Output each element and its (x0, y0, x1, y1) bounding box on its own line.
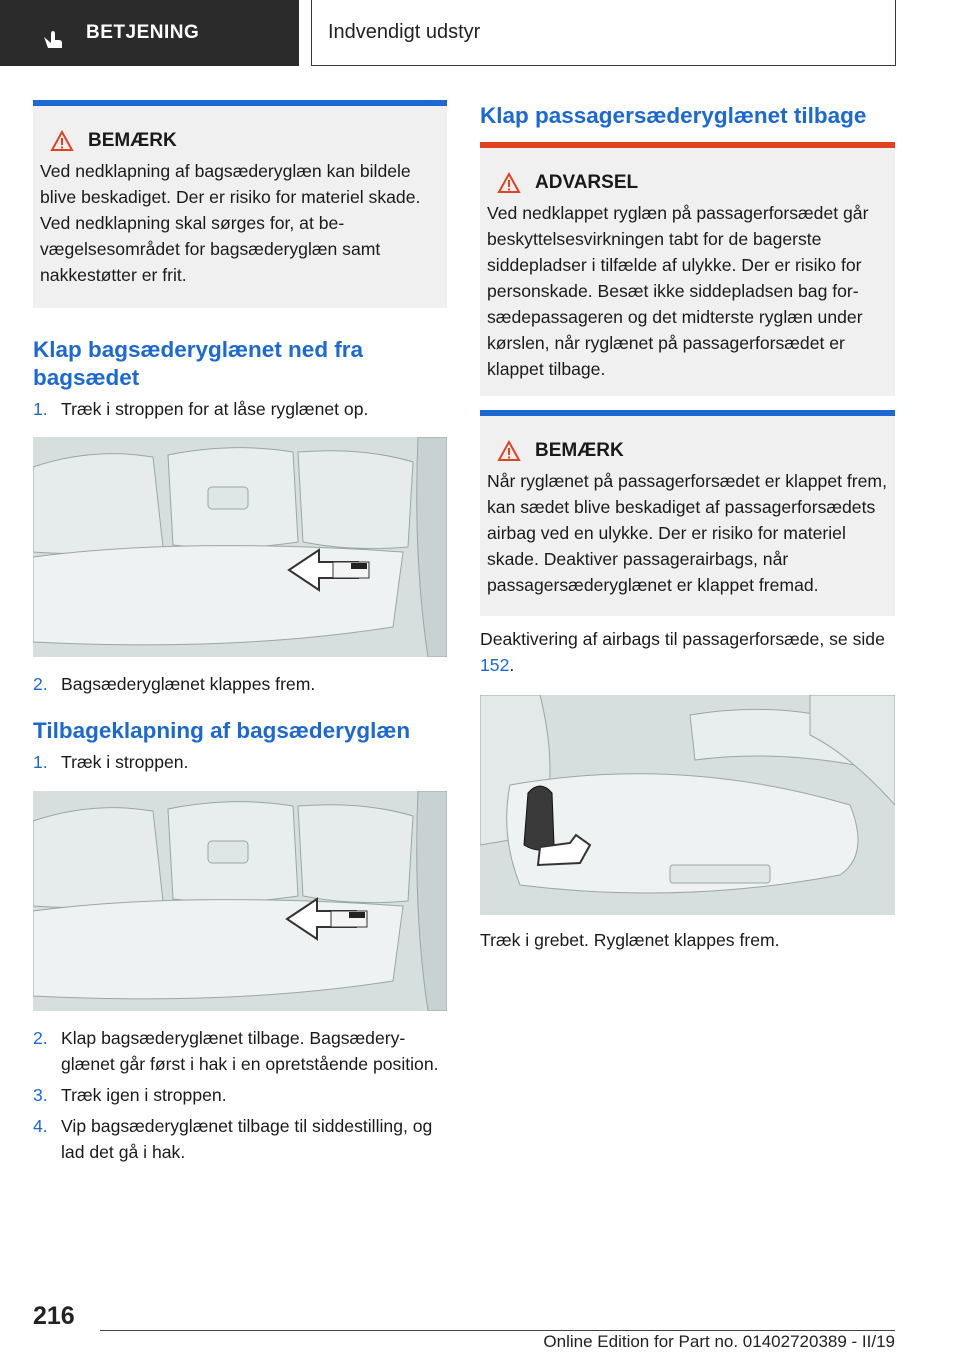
section-title: Indvendigt udstyr (311, 0, 896, 66)
figure-caption: Træk i grebet. Ryglænet klappes frem. (480, 930, 780, 950)
footer-divider (100, 1330, 895, 1331)
step-text: Træk i stroppen for at låse ryglænet op. (61, 399, 369, 419)
section-heading: Tilbageklapning af bagsæderyglæn (33, 718, 411, 743)
left-column (33, 100, 447, 1165)
list-item (33, 749, 447, 775)
list-item (33, 396, 447, 422)
page-link[interactable]: 152 (480, 655, 510, 675)
warning-text: Ved nedklappet ryglæn på passagerforsædet går beskyttelsesvirkningen tabt for de bagerste siddepladser i tilfælde af ulykke. Der er risiko for personskade. Besæt ikke siddepladsen bag forsædepassageren og det midterste ryglæn under kørslen, når ryglænet på passagerforsædet er klappet tilbage. (487, 203, 869, 379)
step-number: 4. (33, 1116, 48, 1136)
front-seat-drawing (480, 695, 895, 915)
warning-title: ADVARSEL (535, 172, 639, 193)
note-text: Når ryglænet på passagerforsædet er klappet frem, kan sædet blive beskadiget af passagerforsædets airbag ved en ulykke. Der er risiko for materiel skade. Deaktiver passagerairbags, når passagersæderyglænet er klappet fremad. (487, 471, 887, 595)
step-text: Vip bagsæderyglænet tilbage til siddestilling, og lad det gå i hak. (61, 1116, 433, 1162)
step-text: Bagsæderyglænet klappes frem. (61, 674, 316, 694)
section-heading: Klap passagersæderyglænet tilbage (480, 103, 867, 128)
step-number: 2. (33, 1028, 48, 1048)
list-item (33, 1082, 447, 1108)
list-item (33, 1113, 447, 1165)
step-number: 3. (33, 1085, 48, 1105)
warning-box (480, 142, 895, 396)
page-number: 216 (33, 1302, 75, 1330)
note-box (480, 410, 895, 616)
section-tab-label: BETJENING (86, 22, 200, 43)
warning-triangle-icon (497, 440, 521, 462)
step-text: Træk igen i stroppen. (61, 1085, 227, 1105)
warning-triangle-icon (497, 172, 521, 194)
section-heading: Klap bagsæderyglænet ned fra bagsædet (33, 337, 364, 390)
note-title: BEMÆRK (535, 440, 624, 461)
edition-info: Online Edition for Part no. 01402720389 - II/19 (543, 1332, 895, 1351)
note-title: BEMÆRK (88, 130, 177, 151)
note-header (487, 440, 887, 462)
step-text: Træk i stroppen. (61, 752, 189, 772)
reference-text: Deaktivering af airbags til passagerforsæde, se side (480, 629, 885, 649)
note-header (40, 130, 439, 152)
right-column (480, 102, 895, 953)
rear-seat-illustration (33, 437, 447, 657)
step-text: Klap bagsæderyglænet tilbage. Bagsæderyglænet går først i hak i en opretstående position. (61, 1028, 439, 1074)
note-box (33, 100, 447, 308)
page-header (0, 0, 960, 66)
rear-seat-drawing (33, 791, 447, 1011)
rear-seat-drawing (33, 437, 447, 657)
list-item (33, 671, 447, 697)
airbag-reference (480, 626, 895, 678)
note-text: Ved nedklapning af bagsæderyglæn kan bildele blive beskadiget. Der er risiko for materiel skade. Ved nedklapning skal sørges for, at bevægelsesområdet for bagsæderyglæn samt nakkestøtter er frit. (40, 161, 421, 285)
step-number: 1. (33, 752, 48, 772)
front-seat-illustration (480, 695, 895, 915)
hand-pointer-icon (42, 28, 64, 50)
step-number: 1. (33, 399, 48, 419)
warning-triangle-icon (50, 130, 74, 152)
step-number: 2. (33, 674, 48, 694)
section-tab (0, 0, 299, 66)
list-item (33, 1025, 447, 1077)
reference-end: . (509, 655, 515, 675)
rear-seat-illustration-2 (33, 791, 447, 1011)
warning-header (487, 172, 887, 194)
